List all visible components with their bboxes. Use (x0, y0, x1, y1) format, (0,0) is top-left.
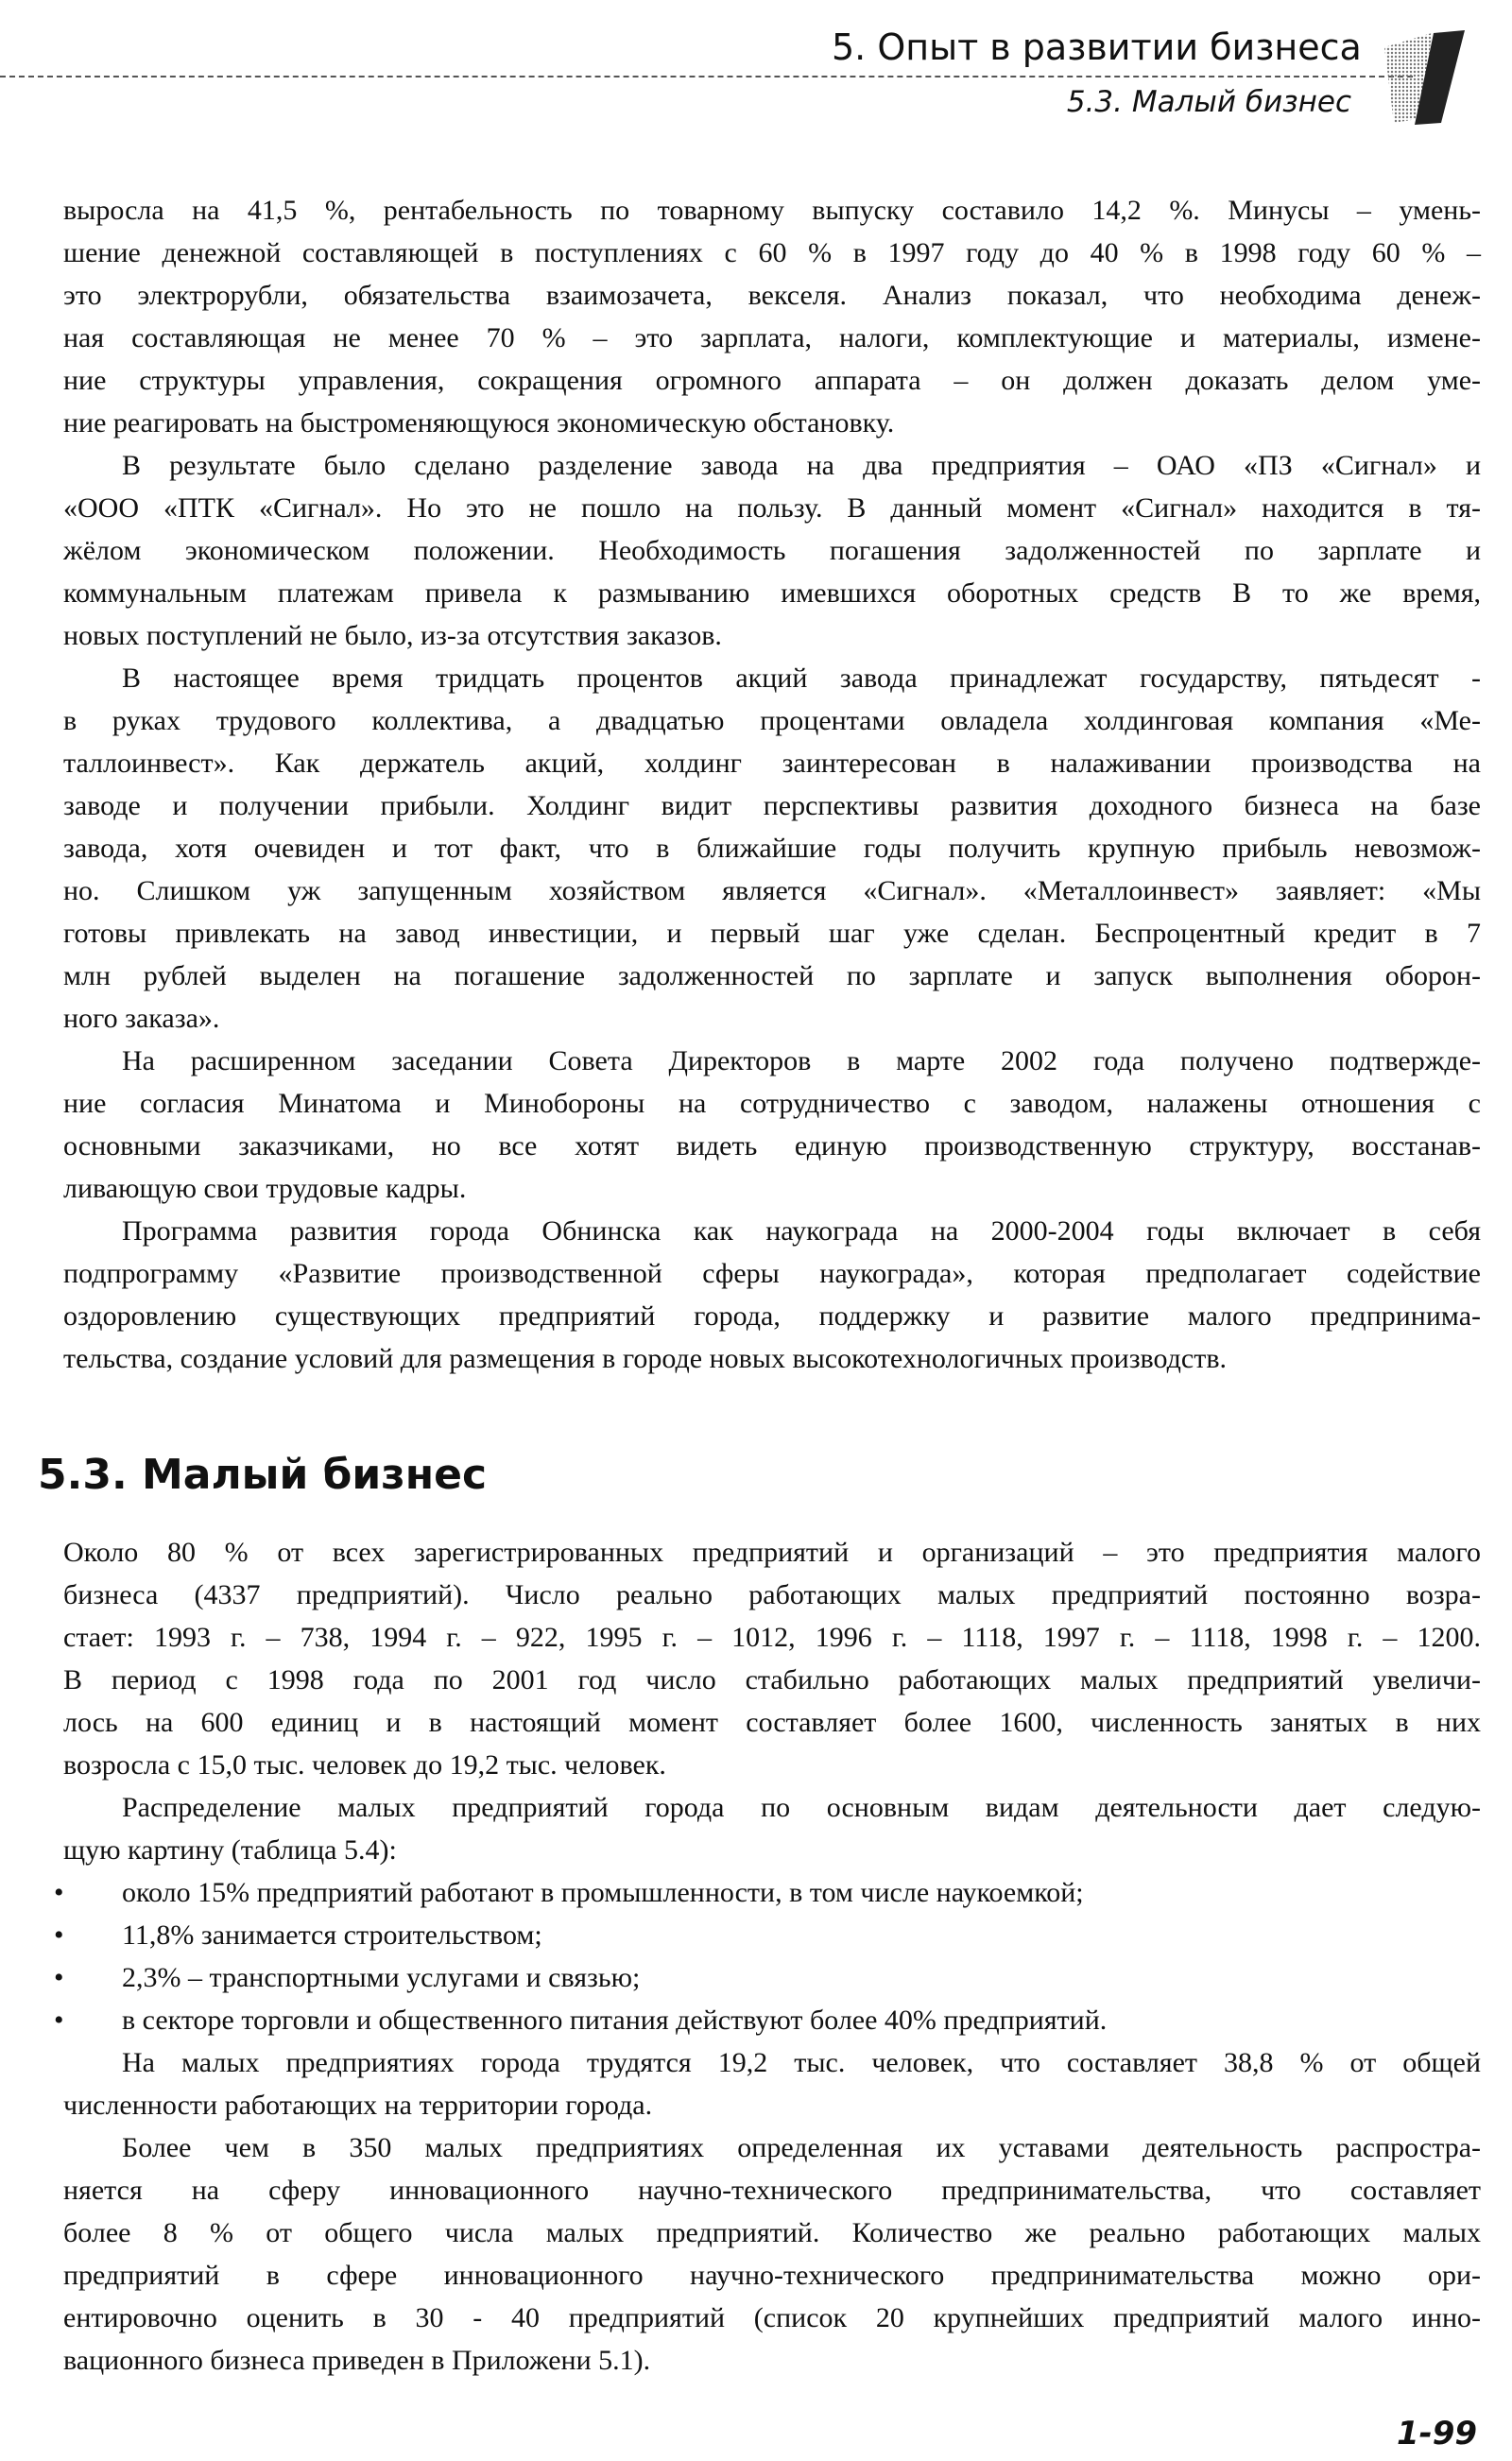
text-line: бизнеса (4337 предприятий). Число реально работающих малых предприятий постоянно возра- (63, 1579, 1481, 1610)
text-line: таллоинвест». Как держатель акций, холдинг заинтересован в налаживании производства на (63, 748, 1481, 779)
bullet-icon: • (54, 2005, 64, 2036)
text-line: возросла с 15,0 тыс. человек до 19,2 тыс. человек. (63, 1749, 666, 1781)
text-line: Программа развития города Обнинска как наукограда на 2000-2004 годы включает в себя (122, 1215, 1481, 1247)
text-line: предприятий в сфере инновационного научно-технического предпринимательства можно ори- (63, 2260, 1481, 2291)
text-line: ние структуры управления, сокращения огромного аппарата – он должен доказать делом уме- (63, 365, 1481, 396)
paragraph (63, 2126, 1481, 2382)
bullet-icon: • (54, 1919, 64, 1951)
text-line: но. Слишком уж запущенным хозяйством является «Сигнал». «Металлоинвест» заявляет: «Мы (63, 875, 1481, 906)
list-item (54, 1871, 1481, 1914)
paragraph (63, 444, 1481, 657)
text-line: ная составляющая не менее 70 % – это зарплата, налоги, комплектующие и материалы, измене- (63, 322, 1481, 353)
list-item (54, 1999, 1481, 2041)
text-line: завода, хотя очевиден и тот факт, что в ближайшие годы получить крупную прибыль невозмож- (63, 833, 1481, 864)
text-line: лось на 600 единиц и в настоящий момент составляет более 1600, численность занятых в них (63, 1707, 1481, 1738)
bullet-icon: • (54, 1877, 64, 1908)
text-line: В период с 1998 года по 2001 год число стабильно работающих малых предприятий увеличи- (63, 1664, 1481, 1695)
paragraph (63, 189, 1481, 444)
list-item-text: около 15% предприятий работают в промышленности, в том числе наукоемкой; (122, 1877, 1084, 1908)
text-line: это электрорубли, обязательства взаимозачета, векселя. Анализ показал, что необходима денеж- (63, 280, 1481, 311)
text-line: коммунальным платежам привела к размыванию имевшихся оборотных средств В то же время, (63, 577, 1481, 609)
paragraph (63, 1210, 1481, 1380)
paragraph (63, 1531, 1481, 1786)
text-line: выросла на 41,5 %, рентабельность по товарному выпуску составило 14,2 %. Минусы – умень- (63, 195, 1481, 226)
text-line: Около 80 % от всех зарегистрированных предприятий и организаций – это предприятия малого (63, 1537, 1481, 1568)
text-line: В результате было сделано разделение завода на два предприятия – ОАО «ПЗ «Сигнал» и (122, 450, 1481, 481)
text-line: ного заказа». (63, 1003, 220, 1034)
text-line: в руках трудового коллектива, а двадцатью процентами овладела холдинговая компания «Ме- (63, 705, 1481, 736)
section-subtitle: 5.3. Малый бизнес (1066, 85, 1351, 119)
text-line: шение денежной составляющей в поступлениях с 60 % в 1997 году до 40 % в 1998 году 60 % – (63, 237, 1481, 268)
header-divider (0, 76, 1413, 77)
list-item-text: 11,8% занимается строительством; (122, 1919, 542, 1951)
text-line: няется на сферу инновационного научно-технического предпринимательства, что составляет (63, 2175, 1481, 2206)
section-heading: 5.3. Малый бизнес (38, 1451, 488, 1499)
paragraph (63, 657, 1481, 1040)
text-line: ние согласия Минатома и Минобороны на сотрудничество с заводом, налажены отношения с (63, 1088, 1481, 1119)
text-line: Распределение малых предприятий города по основным видам деятельности дает следую- (122, 1792, 1481, 1823)
text-line: жёлом экономическом положении. Необходимость погашения задолженностей по зарплате и (63, 535, 1481, 566)
bullet-icon: • (54, 1962, 64, 1993)
text-line: новых поступлений не было, из-за отсутствия заказов. (63, 620, 722, 651)
body-text-part2 (54, 1531, 1481, 2382)
chapter-title: 5. Опыт в развитии бизнеса (832, 26, 1362, 68)
body-text-part1 (63, 189, 1481, 1380)
list-item (54, 1914, 1481, 1956)
text-line: подпрограмму «Развитие производственной сферы наукограда», которая предполагает содействие (63, 1258, 1481, 1289)
text-line: В настоящее время тридцать процентов акций завода принадлежат государству, пятьдесят - (122, 663, 1481, 694)
text-line: готовы привлекать на завод инвестиции, и первый шаг уже сделан. Беспроцентный кредит в 7 (63, 918, 1481, 949)
text-line: На малых предприятиях города трудятся 19,2 тыс. человек, что составляет 38,8 % от общей (122, 2047, 1481, 2078)
text-line: вационного бизнеса приведен в Приложени 5.1). (63, 2345, 651, 2376)
text-line: ентировочно оценить в 30 - 40 предприятий (список 20 крупнейших предприятий малого инно- (63, 2302, 1481, 2333)
text-line: ливающую свои трудовые кадры. (63, 1173, 467, 1204)
text-line: более 8 % от общего числа малых предприятий. Количество же реально работающих малых (63, 2217, 1481, 2248)
text-line: «ООО «ПТК «Сигнал». Но это не пошло на пользу. В данный момент «Сигнал» находится в тя- (63, 492, 1481, 524)
list-item-text: в секторе торговли и общественного питания действуют более 40% предприятий. (122, 2005, 1108, 2036)
page-number: 1-99 (1397, 2415, 1478, 2452)
text-line: ние реагировать на быстроменяющуюся экономическую обстановку. (63, 407, 895, 439)
text-line: тельства, создание условий для размещения в городе новых высокотехнологичных производств. (63, 1343, 1228, 1374)
list-item-text: 2,3% – транспортными услугами и связью; (122, 1962, 641, 1993)
text-line: Более чем в 350 малых предприятиях определенная их уставами деятельность распростра- (122, 2132, 1481, 2163)
text-line: основными заказчиками, но все хотят видеть единую производственную структуру, восстанав- (63, 1130, 1481, 1162)
text-line: заводе и получении прибыли. Холдинг видит перспективы развития доходного бизнеса на базе (63, 790, 1481, 821)
text-line: оздоровлению существующих предприятий города, поддержку и развитие малого предпринима- (63, 1300, 1481, 1332)
text-line: численности работающих на территории города. (63, 2090, 653, 2121)
chapter-one-logo-icon (1375, 28, 1469, 128)
text-line: На расширенном заседании Совета Директоров в марте 2002 года получено подтвержде- (122, 1045, 1481, 1076)
paragraph (63, 1040, 1481, 1210)
text-line: стает: 1993 г. – 738, 1994 г. – 922, 1995 г. – 1012, 1996 г. – 1118, 1997 г. – 1118, 1998 г. – 1200. (63, 1622, 1481, 1653)
list-item (54, 1956, 1481, 1999)
text-line: щую картину (таблица 5.4): (63, 1834, 397, 1866)
bullet-list (54, 1871, 1481, 2041)
paragraph (63, 1786, 1481, 1871)
paragraph (63, 2041, 1481, 2126)
text-line: млн рублей выделен на погашение задолженностей по зарплате и запуск выполнения оборон- (63, 960, 1481, 991)
